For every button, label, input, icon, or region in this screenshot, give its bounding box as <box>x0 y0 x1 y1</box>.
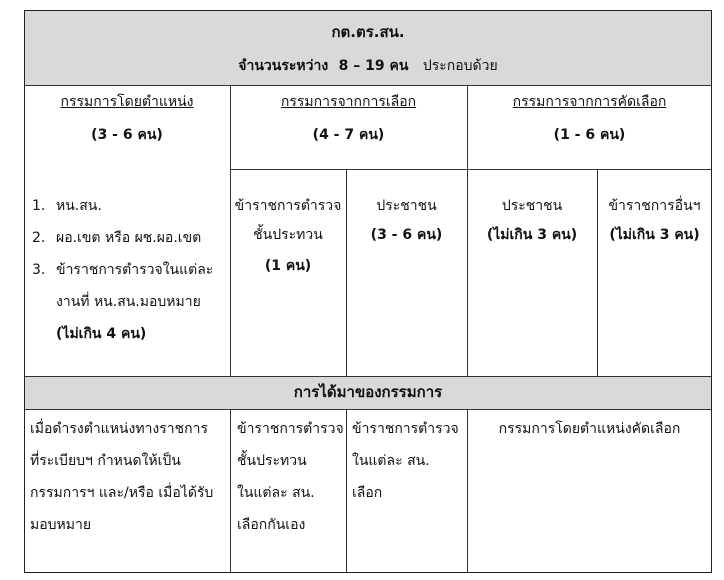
acq-col2-line4: เลือกกันเอง <box>237 517 306 533</box>
subcell-police-line2: ชั้นประทวน <box>253 227 323 243</box>
acq-col2-line3: ในแต่ละ สน. <box>237 485 315 501</box>
subtitle-range: 8 – 19 คน <box>338 58 409 74</box>
list-item-1-num: 1. <box>32 198 46 214</box>
list-item-3-note: (ไม่เกิน 4 คน) <box>56 326 147 342</box>
group-title-selected: กรรมการจากการคัดเลือก <box>512 94 667 110</box>
list-item-3-text: ข้าราชการตำรวจในแต่ละ <box>56 262 214 278</box>
list-item-2-text: ผอ.เขต หรือ ผช.ผอ.เขต <box>56 230 202 246</box>
subtitle-lead: จำนวนระหว่าง <box>238 58 329 74</box>
acq-col1-line3: กรรมการฯ และ/หรือ เมื่อได้รับ <box>30 485 214 501</box>
acquisition-bottom-divider <box>24 409 712 410</box>
group-count-ex-officio: (3 - 6 คน) <box>91 127 163 143</box>
subcell-public-b-count: (ไม่เกิน 3 คน) <box>486 227 578 243</box>
list-item-3-num: 3. <box>32 262 46 278</box>
acquisition-top-divider <box>24 376 712 377</box>
page-subtitle <box>24 56 712 76</box>
group-title-elected: กรรมการจากการเลือก <box>280 94 417 110</box>
list-item-1-text: หน.สน. <box>56 198 102 214</box>
subcell-police-count: (1 คน) <box>264 258 312 274</box>
acq-col2-line2: ชั้นประทวน <box>237 453 307 469</box>
group-title-ex-officio: กรรมการโดยตำแหน่ง <box>60 94 194 110</box>
acq-col3-line3: เลือก <box>352 485 383 501</box>
acq-col1-line4: มอบหมาย <box>30 517 92 533</box>
list-item-2-num: 2. <box>32 230 46 246</box>
header-divider <box>24 85 712 86</box>
subcell-public-b-label: ประชาชน <box>501 198 563 214</box>
page-title: กต.ตร.สน. <box>331 23 405 41</box>
acq-col3-line2: ในแต่ละ สน. <box>352 453 430 469</box>
subcell-public-a-count: (3 - 6 คน) <box>370 227 443 243</box>
subcell-public-a-label: ประชาชน <box>376 198 437 214</box>
acquisition-heading: การได้มาของกรรมการ <box>293 383 443 401</box>
list-item-3-cont: งานที่ หน.สน.มอบหมาย <box>56 294 201 310</box>
acq-divider-2 <box>346 409 347 573</box>
group-count-divider <box>230 169 712 170</box>
subcell-other-officials-label: ข้าราชการอื่นฯ <box>608 198 701 214</box>
acq-col1-line1: เมื่อดำรงตำแหน่งทางราชการ <box>30 421 209 437</box>
subcell-police-line1: ข้าราชการตำรวจ <box>234 198 342 214</box>
acq-col3-line1: ข้าราชการตำรวจ <box>352 421 459 437</box>
acq-col2-line1: ข้าราชการตำรวจ <box>237 421 344 437</box>
subcell-other-officials-count: (ไม่เกิน 3 คน) <box>609 227 700 243</box>
acq-col4-text: กรรมการโดยตำแหน่งคัดเลือก <box>498 421 681 437</box>
acq-divider-1 <box>230 409 231 573</box>
acq-col1-line2: ที่ระเบียบฯ กำหนดให้เป็น <box>30 453 181 469</box>
group-count-selected: (1 - 6 คน) <box>553 127 626 143</box>
subtitle-tail: ประกอบด้วย <box>422 58 498 74</box>
group-count-elected: (4 - 7 คน) <box>312 127 385 143</box>
